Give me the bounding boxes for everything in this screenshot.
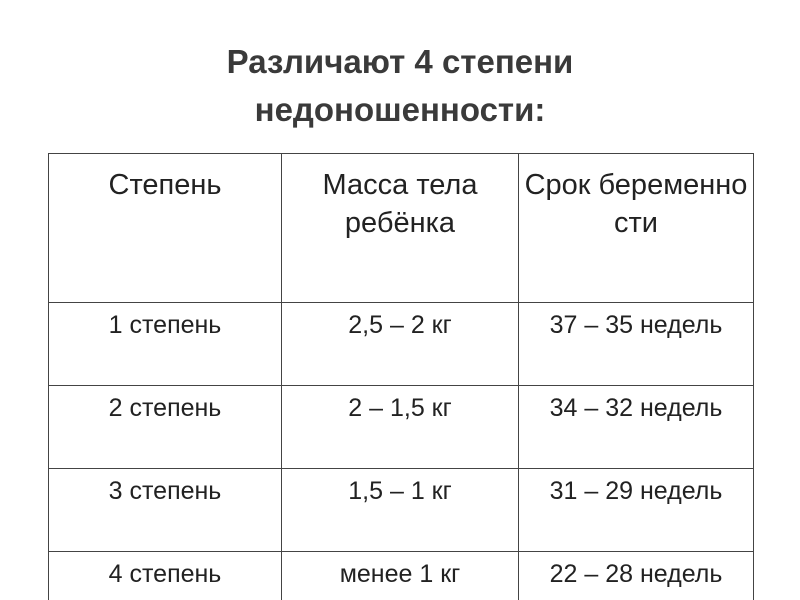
header-gestation-term: Срок беременности — [519, 154, 754, 303]
slide-title — [0, 38, 800, 134]
prematurity-degrees-table — [48, 153, 754, 600]
cell-gestation-term: 37 – 35 недель — [519, 303, 754, 386]
cell-degree: 4 степень — [49, 552, 282, 600]
cell-body-mass: 2 – 1,5 кг — [282, 386, 519, 469]
cell-degree: 1 степень — [49, 303, 282, 386]
cell-gestation-term: 31 – 29 недель — [519, 469, 754, 552]
cell-body-mass: 2,5 – 2 кг — [282, 303, 519, 386]
table-row — [49, 469, 754, 552]
cell-degree: 2 степень — [49, 386, 282, 469]
header-body-mass: Масса тела ребёнка — [282, 154, 519, 303]
table-row — [49, 552, 754, 600]
header-degree: Степень — [49, 154, 282, 303]
table-row — [49, 303, 754, 386]
cell-body-mass: 1,5 – 1 кг — [282, 469, 519, 552]
table-header-row — [49, 154, 754, 303]
cell-gestation-term: 22 – 28 недель — [519, 552, 754, 600]
table-row — [49, 386, 754, 469]
title-line-2: недоношенности: — [254, 91, 546, 128]
cell-gestation-term: 34 – 32 недель — [519, 386, 754, 469]
cell-body-mass: менее 1 кг — [282, 552, 519, 600]
title-line-1: Различают 4 степени — [226, 43, 574, 80]
cell-degree: 3 степень — [49, 469, 282, 552]
